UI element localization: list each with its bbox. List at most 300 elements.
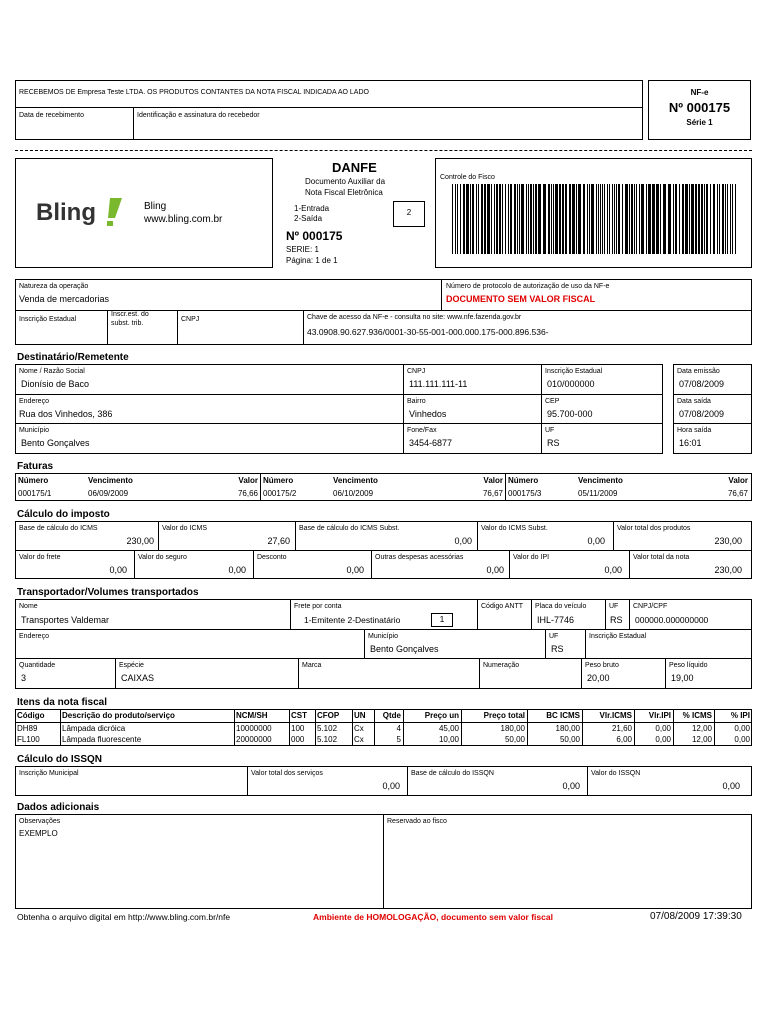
- barcode-bar: [641, 184, 644, 254]
- danfe-serie: SERIE: 1: [286, 245, 319, 254]
- dest-municipio: Bento Gonçalves: [21, 438, 90, 448]
- itens-cell-pct-icms: 12,00: [691, 735, 712, 744]
- itens-col-divider: [527, 709, 528, 746]
- barcode-bar: [701, 184, 703, 254]
- seguro: 0,00: [228, 565, 246, 575]
- itens-cell-codigo: FL100: [17, 735, 40, 744]
- transp-nome: Transportes Valdemar: [21, 615, 110, 625]
- itens-cell-vlr-icms: 21,60: [611, 724, 632, 733]
- itens-col-divider: [289, 709, 290, 746]
- barcode-bar: [530, 184, 532, 254]
- barcode-bar: [679, 184, 680, 254]
- fatura-1-numero: 000175/1: [18, 489, 52, 498]
- v-icms: 27,60: [267, 536, 290, 546]
- itens-col-divider: [234, 709, 235, 746]
- barcode-bar: [732, 184, 733, 254]
- itens-col-divider: [374, 709, 375, 746]
- barcode-bar: [634, 184, 635, 254]
- dest-hline-2: [15, 423, 663, 424]
- barcode-bar: [562, 184, 564, 254]
- fatura-1-valor-label: Valor: [238, 476, 258, 485]
- transp-uf: RS: [610, 615, 623, 625]
- dest-cnpj-label: CNPJ: [407, 368, 426, 375]
- itens-header-vlr-ipi: Vlr.IPI: [648, 711, 671, 720]
- barcode-bar: [491, 184, 492, 254]
- emitente-nome: Bling: [144, 201, 167, 212]
- ie-label: Inscrição Estadual: [19, 316, 77, 323]
- barcode-bar: [502, 184, 503, 254]
- barcode-bar: [735, 184, 736, 254]
- v-st-label: Valor do ICMS Subst.: [481, 525, 548, 532]
- imposto-vline-4: [613, 521, 614, 550]
- barcode-bar: [535, 184, 537, 254]
- barcode-bar: [460, 184, 461, 254]
- dest-saida-label: Data saída: [677, 398, 711, 405]
- itens-cell-bc-icms: 50,00: [559, 735, 580, 744]
- transp-frete-code: 1: [439, 614, 445, 624]
- protocolo-value: DOCUMENTO SEM VALOR FISCAL: [446, 294, 596, 304]
- transp-cnpj-label: CNPJ/CPF: [633, 603, 668, 610]
- dest-vline-1: [403, 364, 404, 454]
- dest-endereco-label: Endereço: [19, 398, 49, 405]
- danfe-numero: Nº 000175: [286, 229, 343, 243]
- barcode-bar: [576, 184, 577, 254]
- dest-hora: 16:01: [679, 438, 702, 448]
- barcode-bar: [538, 184, 541, 254]
- transp-vline-7: [545, 629, 546, 658]
- barcode-bar: [508, 184, 509, 254]
- transp-bruto: 20,00: [587, 673, 610, 683]
- dest-nome-label: Nome / Razão Social: [19, 368, 85, 375]
- canhoto-divider: [15, 107, 643, 108]
- imposto-vline-7: [371, 550, 372, 579]
- barcode-bar: [583, 184, 585, 254]
- fatura-1-vencimento: 06/09/2009: [88, 489, 129, 498]
- barcode-bar: [455, 184, 456, 254]
- canhoto-serie: Série 1: [686, 118, 713, 127]
- barcode-bar: [572, 184, 575, 254]
- adicionais-section: Dados adicionais: [17, 802, 100, 813]
- transp-ie-label: Inscrição Estadual: [589, 633, 647, 640]
- imposto-hline: [15, 550, 752, 551]
- dest-emissao: 07/08/2009: [679, 379, 725, 389]
- danfe-doc1: Documento Auxiliar da: [305, 177, 386, 186]
- dest-emissao-label: Data emissão: [677, 368, 720, 375]
- transp-vline-11: [479, 658, 480, 689]
- fatura-2-numero-label: Número: [263, 476, 294, 485]
- transp-liquido: 19,00: [671, 673, 694, 683]
- transp-qtd: 3: [21, 673, 27, 683]
- total-label: Valor total da nota: [633, 554, 690, 561]
- barcode-bar: [587, 184, 588, 254]
- barcode-bar: [470, 184, 471, 254]
- data-recebimento-label: Data de recebimento: [19, 112, 84, 119]
- outras: 0,00: [486, 565, 504, 575]
- datas-hline-1: [673, 394, 752, 395]
- itens-cell-cst: 100: [291, 724, 305, 733]
- imposto-section: Cálculo do imposto: [17, 509, 110, 520]
- itens-cell-preco-total: 180,00: [500, 724, 525, 733]
- danfe-doc2: Nota Fiscal Eletrônica: [305, 188, 383, 197]
- dest-uf-label: UF: [545, 427, 555, 434]
- transp-uf-label: UF: [609, 603, 619, 610]
- barcode-bar: [559, 184, 561, 254]
- dest-nome: Dionísio de Baco: [21, 379, 90, 389]
- barcode-bar: [636, 184, 637, 254]
- dest-saida: 07/08/2009: [679, 409, 725, 419]
- itens-header-pct-ipi: % IPI: [730, 711, 750, 720]
- dest-endereco: Rua dos Vinhedos, 386: [19, 409, 113, 419]
- transp-hline-2: [15, 658, 752, 659]
- itens-cell-preco-un: 10,00: [438, 735, 459, 744]
- barcode-bar: [722, 184, 724, 254]
- transp-hline-1: [15, 629, 752, 630]
- itens-col-divider: [461, 709, 462, 746]
- itens-col-divider: [582, 709, 583, 746]
- barcode-bar: [717, 184, 718, 254]
- barcode-bar: [510, 184, 512, 254]
- transp-bruto-label: Peso bruto: [585, 662, 619, 669]
- faturas-vline-2: [505, 473, 506, 501]
- transp-placa-label: Placa do veículo: [535, 603, 587, 610]
- itens-header-codigo: Código: [17, 711, 45, 720]
- imposto-vline-5: [134, 550, 135, 579]
- dest-ie: 010/000000: [547, 379, 595, 389]
- itens-header-cfop: CFOP: [317, 711, 340, 720]
- danfe-saida: 2-Saída: [294, 214, 323, 223]
- chave-vline: [303, 310, 304, 345]
- ie-vline: [107, 310, 108, 345]
- itens-cell-vlr-icms: 6,00: [616, 735, 632, 744]
- issqn-vline-1: [247, 766, 248, 796]
- transp-especie-label: Espécie: [119, 662, 144, 669]
- imposto-vline-9: [629, 550, 630, 579]
- itens-col-divider: [352, 709, 353, 746]
- barcode-bar: [494, 184, 495, 254]
- itens-cell-preco-total: 50,00: [504, 735, 525, 744]
- barcode-bar: [646, 184, 647, 254]
- barcode-bar: [484, 184, 486, 254]
- itens-cell-qtde: 5: [396, 735, 401, 744]
- frete: 0,00: [109, 565, 127, 575]
- fatura-3-numero-label: Número: [508, 476, 539, 485]
- itens-col-divider: [315, 709, 316, 746]
- fatura-1-vencimento-label: Vencimento: [88, 476, 133, 485]
- v-prod: 230,00: [714, 536, 742, 546]
- issqn-vline-3: [587, 766, 588, 796]
- barcode-bar: [698, 184, 700, 254]
- barcode-bar: [706, 184, 708, 254]
- barcode-bar: [548, 184, 550, 254]
- natureza-label: Natureza da operação: [19, 283, 89, 290]
- barcode-bar: [602, 184, 603, 254]
- itens-header-descricao: Descrição do produto/serviço: [62, 711, 175, 720]
- barcode-bar: [704, 184, 705, 254]
- seguro-label: Valor do seguro: [138, 554, 187, 561]
- itens-cell-codigo: DH89: [17, 724, 38, 733]
- barcode-bar: [713, 184, 715, 254]
- footer-timestamp: 07/08/2009 17:39:30: [650, 911, 742, 922]
- reservado-label: Reservado ao fisco: [387, 818, 447, 825]
- fatura-3-numero: 000175/3: [508, 489, 542, 498]
- dest-bairro: Vinhedos: [409, 409, 447, 419]
- fatura-2-vencimento-label: Vencimento: [333, 476, 378, 485]
- issqn-section: Cálculo do ISSQN: [17, 754, 103, 765]
- itens-cell-un: Cx: [354, 724, 364, 733]
- itens-col-divider: [634, 709, 635, 746]
- transp-municipio-label: Município: [368, 633, 398, 640]
- itens-header-preco-un: Preço un: [424, 711, 459, 720]
- barcode-bar: [519, 184, 520, 254]
- transp-vline-3: [531, 599, 532, 629]
- dest-fone-label: Fone/Fax: [407, 427, 437, 434]
- transp-vline-1: [290, 599, 291, 629]
- transp-vline-12: [581, 658, 582, 689]
- fatura-3-valor: 76,67: [727, 489, 748, 498]
- barcode-bar: [622, 184, 623, 254]
- barcode-bar: [648, 184, 651, 254]
- barcode-bar: [660, 184, 661, 254]
- issqn-im-label: Inscrição Municipal: [19, 770, 79, 777]
- transp-frete-label: Frete por conta: [294, 603, 342, 610]
- barcode-bar: [598, 184, 599, 254]
- dest-bairro-label: Bairro: [407, 398, 426, 405]
- transp-vline-10: [298, 658, 299, 689]
- desconto-label: Desconto: [257, 554, 287, 561]
- dest-fone: 3454-6877: [409, 438, 453, 448]
- barcode-bar: [476, 184, 477, 254]
- fatura-3-vencimento-label: Vencimento: [578, 476, 623, 485]
- barcode-bar: [604, 184, 605, 254]
- itens-header-preco-total: Preço total: [483, 711, 525, 720]
- transp-vline-2: [477, 599, 478, 629]
- obs-value: EXEMPLO: [19, 829, 58, 838]
- transp-liquido-label: Peso líquido: [669, 662, 708, 669]
- canhoto-nfe-label: NF-e: [690, 88, 709, 97]
- ipi-label: Valor do IPI: [513, 554, 550, 561]
- dest-cep: 95.700-000: [547, 409, 593, 419]
- dest-vline-2: [541, 364, 542, 454]
- imposto-vline-3: [477, 521, 478, 550]
- itens-cell-vlr-ipi: 0,00: [655, 724, 671, 733]
- barcode-bar: [639, 184, 640, 254]
- barcode-bar: [496, 184, 498, 254]
- v-prod-label: Valor total dos produtos: [617, 525, 691, 532]
- datas-hline-2: [673, 423, 752, 424]
- barcode-bar: [569, 184, 571, 254]
- controle-fisco-label: Controle do Fisco: [440, 174, 495, 181]
- barcode-bar: [589, 184, 590, 254]
- transp-especie: CAIXAS: [121, 673, 155, 683]
- itens-cell-bc-icms: 180,00: [555, 724, 580, 733]
- transp-vline-9: [115, 658, 116, 689]
- itens-header-bc-icms: BC ICMS: [546, 711, 580, 720]
- transp-vline-4: [605, 599, 606, 629]
- barcode-bar: [656, 184, 659, 254]
- issqn-vline-2: [407, 766, 408, 796]
- dest-cnpj: 111.111.111-11: [409, 379, 468, 389]
- itens-col-divider: [403, 709, 404, 746]
- itens-cell-pct-ipi: 0,00: [734, 735, 750, 744]
- barcode-bar: [499, 184, 501, 254]
- barcode-bar: [452, 184, 453, 254]
- transp-vline-5: [629, 599, 630, 629]
- issqn-v-label: Valor do ISSQN: [591, 770, 641, 777]
- footer-homologacao: Ambiente de HOMOLOGAÇÃO, documento sem valor fiscal: [313, 912, 553, 922]
- fatura-1-valor: 76,66: [237, 489, 258, 498]
- footer-download: Obtenha o arquivo digital em http://www.bling.com.br/nfe: [17, 912, 231, 922]
- barcode-bar: [675, 184, 677, 254]
- itens-col-divider: [714, 709, 715, 746]
- transp-uf2-label: UF: [549, 633, 559, 640]
- itens-cell-qtde: 4: [396, 724, 401, 733]
- barcode-bar: [612, 184, 613, 254]
- barcode-bar: [478, 184, 479, 254]
- desconto: 0,00: [346, 565, 364, 575]
- fatura-3-valor-label: Valor: [728, 476, 748, 485]
- transp-vline-6: [364, 629, 365, 658]
- barcode-bar: [614, 184, 615, 254]
- barcode-bar: [472, 184, 474, 254]
- imposto-vline-2: [295, 521, 296, 550]
- barcode-bar: [551, 184, 552, 254]
- barcode-bar: [607, 184, 608, 254]
- fatura-1-numero-label: Número: [18, 476, 49, 485]
- transp-cnpj: 000000.000000000: [635, 615, 709, 625]
- dest-cep-label: CEP: [545, 398, 560, 405]
- barcode-bar: [596, 184, 597, 254]
- barcode-bar: [682, 184, 684, 254]
- itens-header-un: UN: [354, 711, 366, 720]
- barcode-bar: [685, 184, 688, 254]
- dest-hora-label: Hora saída: [677, 427, 712, 434]
- barcode-bar: [609, 184, 610, 254]
- itens-cell-cfop: 5.102: [317, 735, 338, 744]
- fatura-2-numero: 000175/2: [263, 489, 297, 498]
- canhoto-recebemos: RECEBEMOS DE Empresa Teste LTDA. OS PRODUTOS CONTANTES DA NOTA FISCAL INDICADA AO LADO: [19, 89, 369, 96]
- issqn-bc-label: Base de cálculo do ISSQN: [411, 770, 494, 777]
- fatura-2-valor: 76,67: [482, 489, 503, 498]
- barcode-bar: [555, 184, 558, 254]
- itens-cell-un: Cx: [354, 735, 364, 744]
- itens-cell-pct-ipi: 0,00: [734, 724, 750, 733]
- transp-municipio: Bento Gonçalves: [370, 644, 439, 654]
- ie-subst-vline: [177, 310, 178, 345]
- barcode-bar: [526, 184, 527, 254]
- fatura-3-vencimento: 05/11/2009: [578, 489, 618, 498]
- dest-hline-1: [15, 394, 663, 395]
- barcode-bar: [463, 184, 465, 254]
- itens-col-divider: [673, 709, 674, 746]
- itens-header-qtde: Qtde: [382, 711, 401, 720]
- imposto-vline-6: [253, 550, 254, 579]
- transp-antt-label: Código ANTT: [481, 603, 524, 610]
- itens-cell-ncm: 20000000: [236, 735, 272, 744]
- issqn-v: 0,00: [722, 781, 740, 791]
- ie-subst-label2: subst. trib.: [111, 320, 144, 327]
- barcode-bar: [695, 184, 697, 254]
- dest-municipio-label: Município: [19, 427, 49, 434]
- barcode-bar: [673, 184, 674, 254]
- bc-icms-label: Base de cálculo do ICMS: [19, 525, 98, 532]
- barcode: [452, 184, 740, 254]
- itens-cell-vlr-ipi: 0,00: [655, 735, 671, 744]
- fatura-2-vencimento: 06/10/2009: [333, 489, 374, 498]
- danfe-entrada: 1-Entrada: [294, 204, 330, 213]
- barcode-bar: [730, 184, 731, 254]
- issqn-vs: 0,00: [382, 781, 400, 791]
- natureza-value: Venda de mercadorias: [19, 294, 110, 304]
- frete-label: Valor do frete: [19, 554, 61, 561]
- itens-cell-cfop: 5.102: [317, 724, 338, 733]
- imposto-vline-1: [158, 521, 159, 550]
- barcode-bar: [629, 184, 630, 254]
- danfe-pagina: Página: 1 de 1: [286, 256, 338, 265]
- danfe-tipo: 2: [406, 208, 412, 217]
- itens-section: Itens da nota fiscal: [17, 697, 108, 708]
- itens-cell-ncm: 10000000: [236, 724, 272, 733]
- barcode-bar: [553, 184, 554, 254]
- barcode-bar: [710, 184, 711, 254]
- transp-uf2: RS: [551, 644, 564, 654]
- itens-header-pct-icms: % ICMS: [682, 711, 712, 720]
- transp-placa: IHL-7746: [537, 615, 575, 625]
- barcode-bar: [505, 184, 506, 254]
- chave-value: 43.0908.90.627.936/0001-30-55-001-000.000.175-000.896.536-: [307, 327, 549, 337]
- protocolo-label: Número de protocolo de autorização de uso da NF-e: [446, 283, 610, 290]
- barcode-bar: [727, 184, 728, 254]
- barcode-bar: [457, 184, 458, 254]
- barcode-bar: [521, 184, 524, 254]
- canhoto-numero: Nº 000175: [668, 100, 731, 115]
- barcode-bar: [691, 184, 694, 254]
- barcode-bar: [725, 184, 726, 254]
- bc-st: 0,00: [454, 536, 472, 546]
- bling-logo: [36, 196, 126, 226]
- transp-numeracao-label: Numeração: [483, 662, 520, 669]
- barcode-bar: [600, 184, 601, 254]
- itens-header-vlr-icms: Vlr.ICMS: [599, 711, 632, 720]
- itens-cell-cst: 000: [291, 735, 305, 744]
- itens-header-ncm: NCM/SH: [236, 711, 268, 720]
- transp-endereco-label: Endereço: [19, 633, 49, 640]
- barcode-bar: [543, 184, 546, 254]
- adicionais-vline: [383, 814, 384, 909]
- v-st: 0,00: [587, 536, 605, 546]
- bling-logo-text: Bling: [36, 199, 96, 226]
- emitente-site: www.bling.com.br: [144, 214, 223, 225]
- barcode-bar: [466, 184, 469, 254]
- cut-line: [15, 150, 752, 151]
- barcode-bar: [616, 184, 617, 254]
- obs-label: Observações: [19, 818, 61, 825]
- barcode-bar: [689, 184, 690, 254]
- itens-cell-preco-un: 45,00: [438, 724, 459, 733]
- dest-uf: RS: [547, 438, 560, 448]
- barcode-bar: [578, 184, 581, 254]
- canhoto-vdivider: [133, 107, 134, 140]
- destinatario-section: Destinatário/Remetente: [17, 352, 129, 363]
- itens-cell-descricao: Lâmpada dicróica: [62, 724, 126, 733]
- itens-col-divider: [60, 709, 61, 746]
- issqn-bc: 0,00: [562, 781, 580, 791]
- barcode-bar: [618, 184, 620, 254]
- dest-ie-label: Inscrição Estadual: [545, 368, 603, 375]
- fatura-2-valor-label: Valor: [483, 476, 503, 485]
- issqn-vs-label: Valor total dos serviços: [251, 770, 323, 777]
- v-icms-label: Valor do ICMS: [162, 525, 207, 532]
- transp-frete: 1-Emitente 2-Destinatário: [304, 615, 401, 625]
